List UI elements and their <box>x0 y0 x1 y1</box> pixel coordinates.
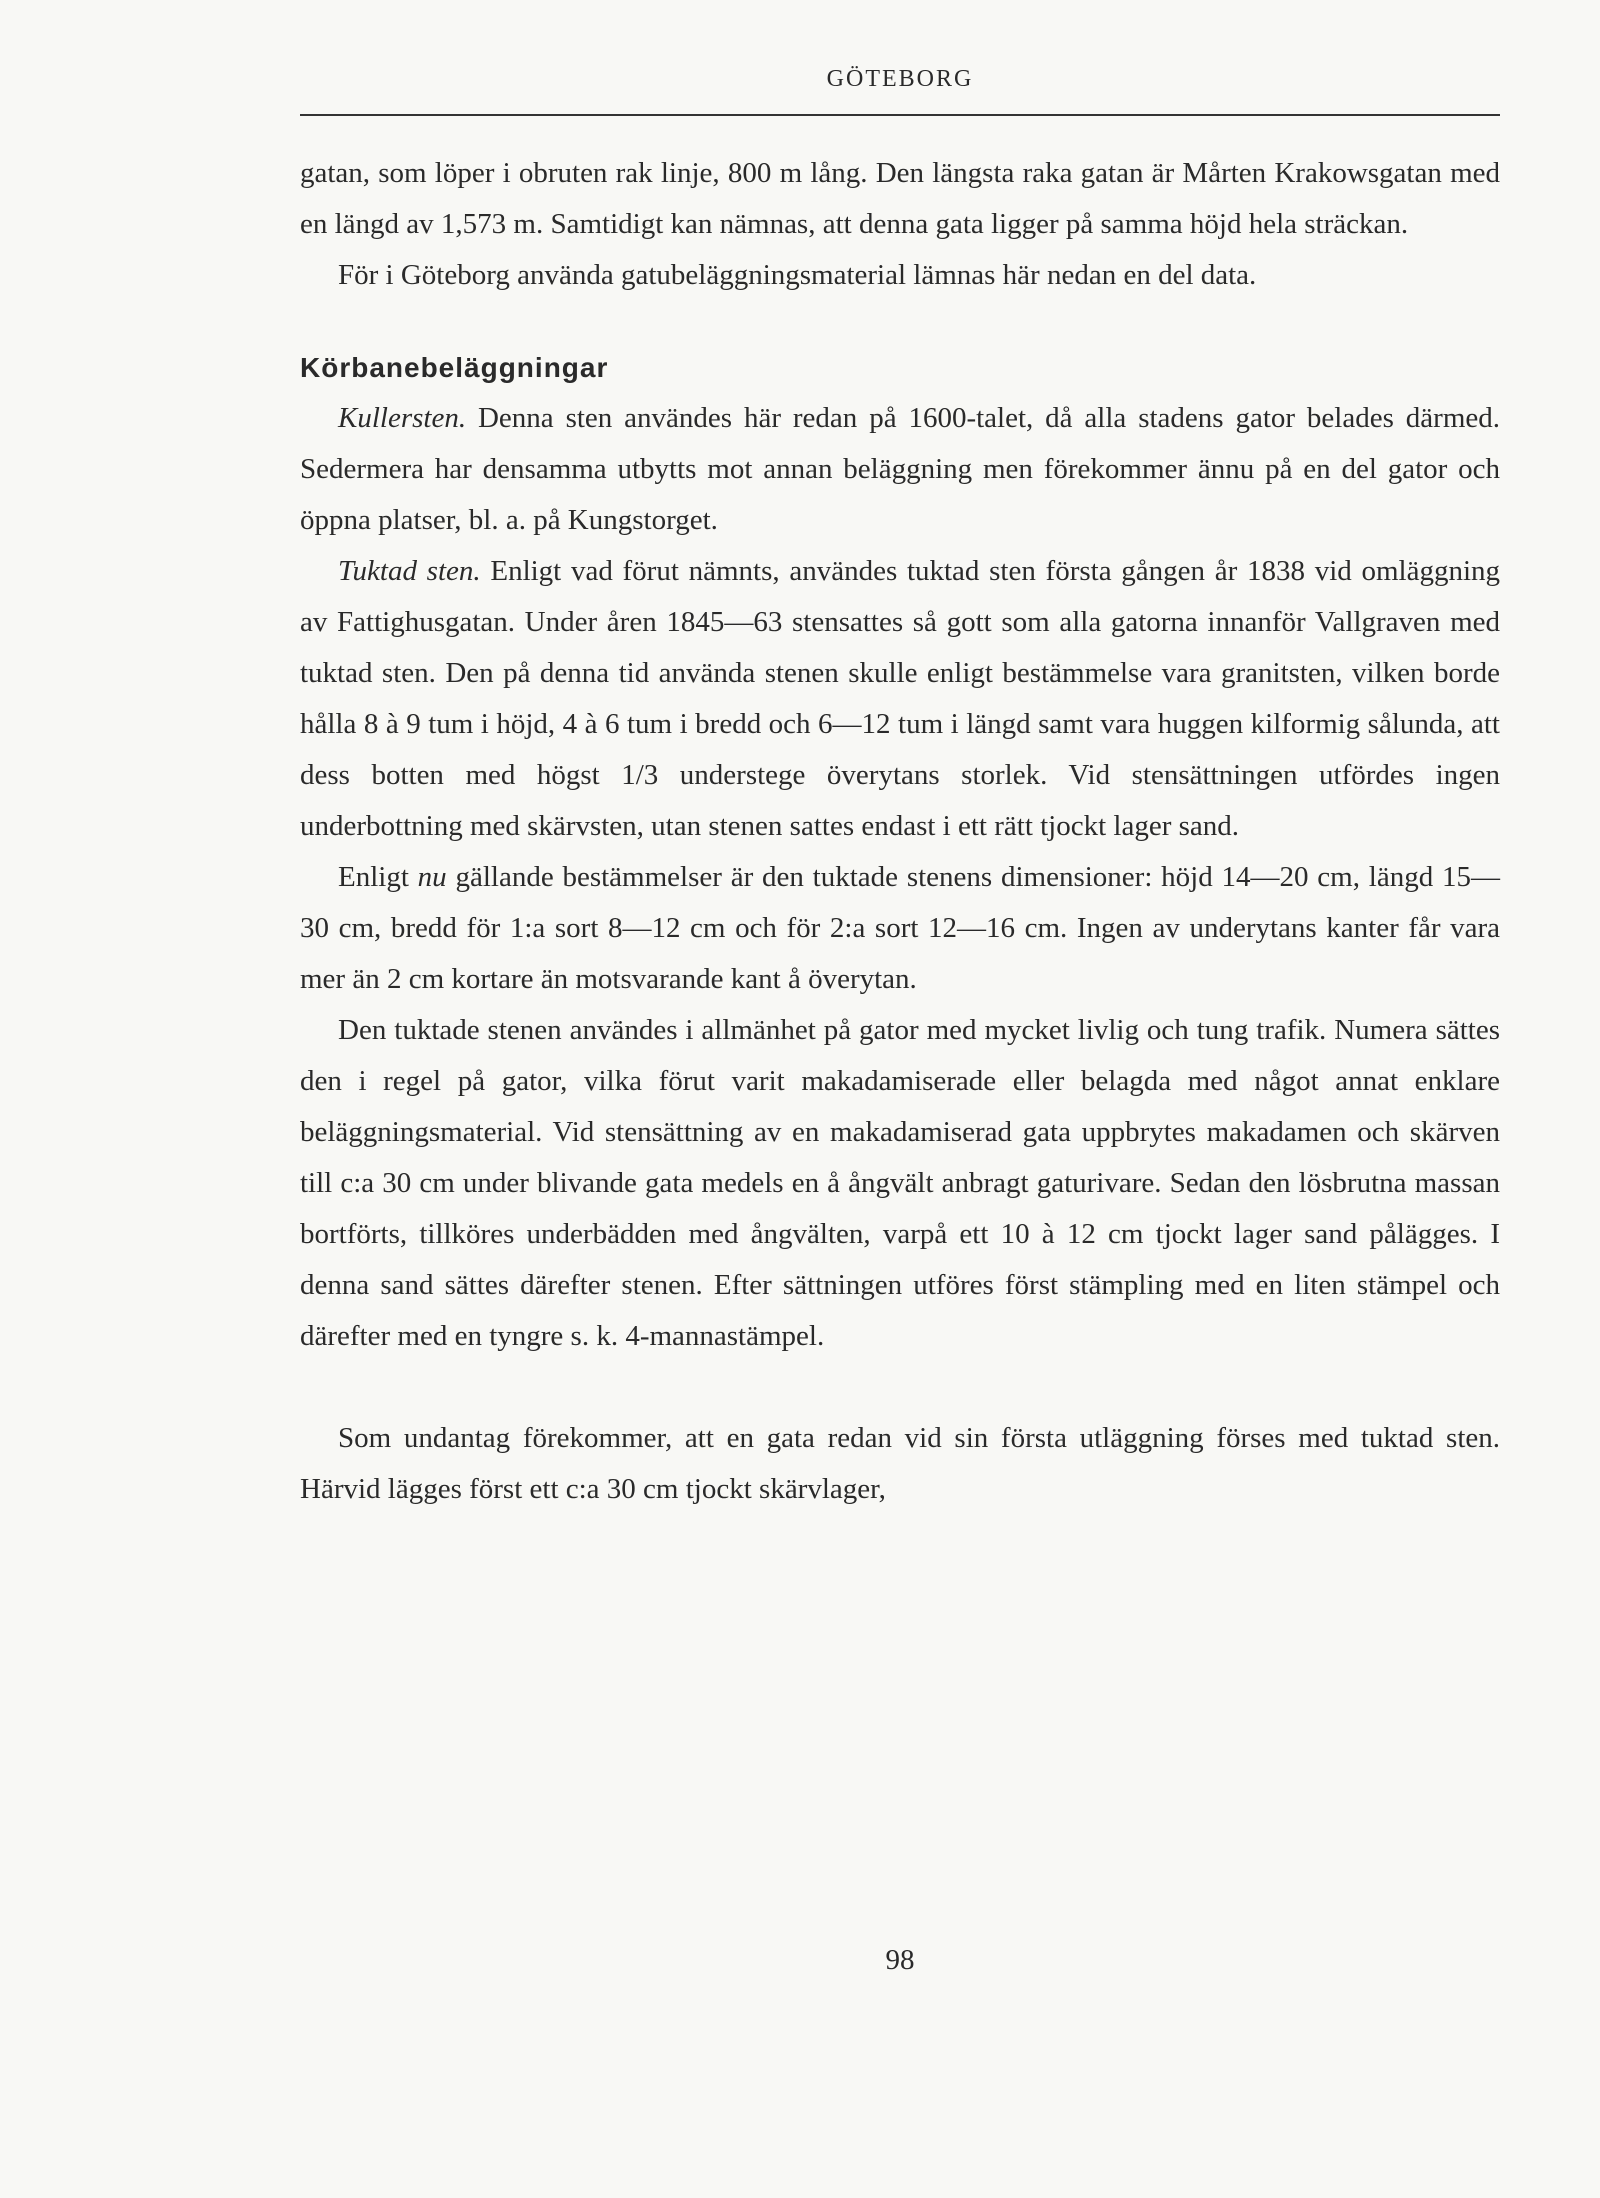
paragraph-body: Denna sten användes här redan på 1600-talet, då alla stadens gator belades därmed. Sedermera har densamma utbytts mot annan beläggning men förekommer ännu på en del gator och öppna platser, bl. a. på Kungstorget. <box>300 402 1500 536</box>
paragraph: Som undantag förekommer, att en gata redan vid sin första utläggning förses med tuktad sten. Härvid lägges först ett c:a 30 cm tjockt skärvlager, <box>300 1422 1500 1505</box>
paragraph: Den tuktade stenen användes i allmänhet på gator med mycket livlig och tung trafik. Numera sättes den i regel på gator, vilka förut varit makadamiserade eller belagda med något annat enklare beläggningsmaterial. Vid stensättning av en makadamiserad gata uppbrytes makadamen och skärven till c:a 30 cm under blivande gata medels en å ångvält anbragt gaturivare. Sedan den lösbrutna massan bortförts, tillköres underbädden med ångvälten, varpå ett 10 à 12 cm tjockt lager sand pålägges. I denna sand sättes därefter stenen. Efter sättningen utföres först stämpling med en liten stämpel och därefter med en tyngre s. k. 4-mannastämpel. <box>300 1014 1500 1352</box>
body-text <box>300 148 1500 1515</box>
running-head: GÖTEBORG <box>826 66 974 92</box>
paragraph: gatan, som löper i obruten rak linje, 800 m lång. Den längsta raka gatan är Mårten Krakowsgatan med en längd av 1,573 m. Samtidigt kan nämnas, att denna gata ligger på samma höjd hela sträckan. <box>300 157 1500 240</box>
paragraph-lead: Tuktad sten. <box>338 555 481 587</box>
header-rule <box>300 114 1500 116</box>
paragraph: För i Göteborg använda gatubeläggningsmaterial lämnas här nedan en del data. <box>338 259 1257 291</box>
emphasis: nu <box>417 861 447 893</box>
paragraph <box>300 546 1500 852</box>
paragraph-body: Enligt <box>338 861 418 893</box>
section-heading: Körbanebeläggningar <box>300 352 609 383</box>
page-number: 98 <box>885 1944 915 1976</box>
paragraph-lead: Kullersten. <box>338 402 467 434</box>
paragraph-body: gällande bestämmelser är den tuktade stenens dimensioner: höjd 14—20 cm, längd 15—30 cm, bredd för 1:a sort 8—12 cm och för 2:a sort 12—16 cm. Ingen av underytans kanter får vara mer än 2 cm kortare än motsvarande kant å överytan. <box>300 861 1500 995</box>
paragraph <box>300 393 1500 546</box>
paragraph-body: Enligt vad förut nämnts, användes tuktad sten första gången år 1838 vid omläggning av Fattighusgatan. Under åren 1845—63 stensattes så gott som alla gatorna innanför Vallgraven med tuktad sten. Den på denna tid använda stenen skulle enligt bestämmelse vara granitsten, vilken borde hålla 8 à 9 tum i höjd, 4 à 6 tum i bredd och 6—12 tum i längd samt vara huggen kilformig sålunda, att dess botten med högst 1/3 understege överytans storlek. Vid stensättningen utfördes ingen underbottning med skärvsten, utan stenen sattes endast i ett rätt tjockt lager sand. <box>300 555 1501 842</box>
paragraph <box>300 852 1500 1005</box>
